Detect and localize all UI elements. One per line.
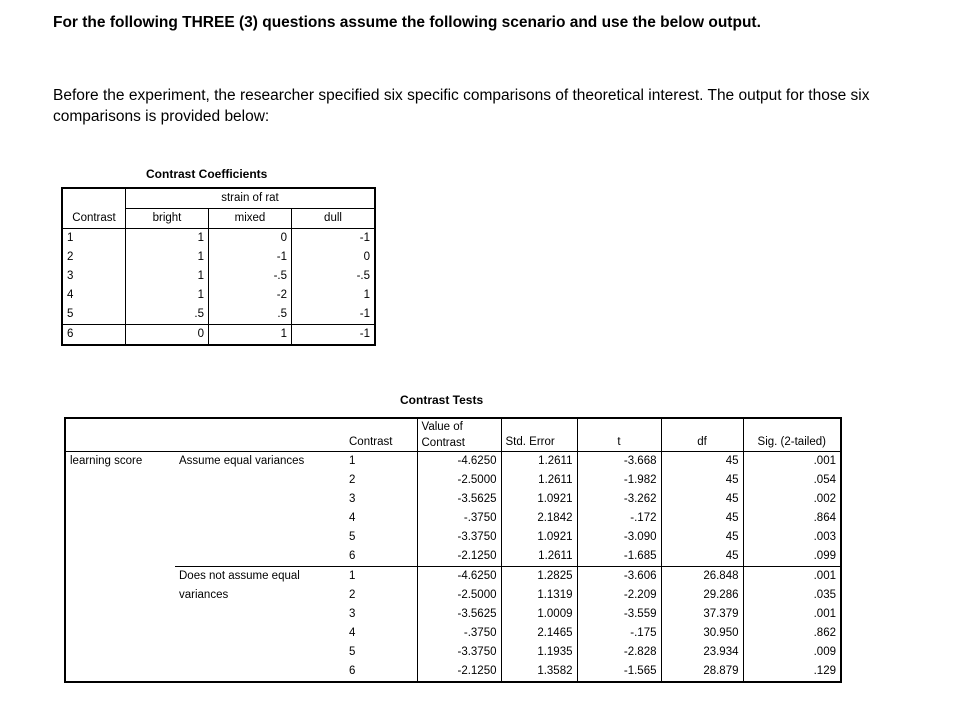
t-cell: -.172 xyxy=(577,509,661,528)
coefficients-title: Contrast Coefficients xyxy=(146,167,268,181)
sig-cell: .099 xyxy=(743,547,841,567)
blank-header xyxy=(175,418,345,452)
contrast-number: 4 xyxy=(62,286,126,305)
value-cell: -3.5625 xyxy=(417,490,501,509)
se-cell: 1.0921 xyxy=(501,528,577,547)
question-heading: For the following THREE (3) questions assume the following scenario and use the below output. xyxy=(53,14,761,31)
value-cell: -2.1250 xyxy=(417,662,501,682)
t-cell: -3.606 xyxy=(577,567,661,587)
value-cell: -2.5000 xyxy=(417,471,501,490)
group-label: Assume equal variances xyxy=(179,455,305,467)
value-header-line1: Value of xyxy=(421,421,463,433)
value-cell: -.3750 xyxy=(417,624,501,643)
factor-label: strain of rat xyxy=(126,188,376,209)
contrast-number: 2 xyxy=(62,248,126,267)
sig-cell: .864 xyxy=(743,509,841,528)
column-header: mixed xyxy=(209,209,292,229)
coefficient-cell: 1 xyxy=(209,325,292,346)
contrast-number: 3 xyxy=(349,493,356,505)
df-cell: 45 xyxy=(661,509,743,528)
group-label: Does not assume equal xyxy=(175,567,345,587)
table-row xyxy=(65,605,841,624)
sig-cell: .009 xyxy=(743,643,841,662)
table-row xyxy=(62,286,375,305)
contrast-number: 3 xyxy=(349,608,356,620)
df-cell: 23.934 xyxy=(661,643,743,662)
contrast-tests-table xyxy=(64,417,842,683)
t-cell: -3.668 xyxy=(577,452,661,472)
table-row xyxy=(65,547,841,567)
coefficient-cell: 0 xyxy=(126,325,209,346)
coefficient-cell: 0 xyxy=(363,251,370,263)
value-cell: -2.1250 xyxy=(417,547,501,567)
coefficient-cell: -1 xyxy=(359,308,370,320)
t-cell: -1.565 xyxy=(577,662,661,682)
se-cell: 1.2611 xyxy=(501,471,577,490)
t-header: t xyxy=(577,418,661,452)
table-row xyxy=(65,490,841,509)
value-cell: -2.5000 xyxy=(417,586,501,605)
table-row xyxy=(62,229,375,249)
sig-cell: .862 xyxy=(743,624,841,643)
coefficient-cell: .5 xyxy=(126,305,209,325)
sig-cell: .002 xyxy=(743,490,841,509)
tests-title: Contrast Tests xyxy=(400,393,484,407)
table-row xyxy=(65,528,841,547)
df-cell: 45 xyxy=(661,452,743,472)
coefficient-cell: 1 xyxy=(126,267,209,286)
contrast-header: Contrast xyxy=(62,209,126,229)
contrast-number: 2 xyxy=(349,589,356,601)
std-error-header: Std. Error xyxy=(501,418,577,452)
t-cell: -.175 xyxy=(577,624,661,643)
sig-cell: .001 xyxy=(743,567,841,587)
se-cell: 1.2611 xyxy=(501,547,577,567)
table-row xyxy=(65,452,841,472)
corner-cell xyxy=(62,188,126,209)
value-cell: -4.6250 xyxy=(417,567,501,587)
coefficient-cell: -1 xyxy=(292,325,376,346)
contrast-header: Contrast xyxy=(345,418,417,452)
value-cell: -3.5625 xyxy=(417,605,501,624)
table-row xyxy=(65,567,841,587)
contrast-number: 2 xyxy=(349,474,356,486)
value-cell: -3.3750 xyxy=(417,528,501,547)
coefficient-cell: -1 xyxy=(359,232,370,244)
coefficient-cell: .5 xyxy=(209,305,292,325)
se-cell: 1.3582 xyxy=(501,662,577,682)
contrast-number: 1 xyxy=(62,229,126,249)
t-cell: -2.828 xyxy=(577,643,661,662)
scenario-text: Before the experiment, the researcher specified six specific comparisons of theoretical interest. The output for those six comparisons is provided below: xyxy=(53,87,870,125)
t-cell: -1.982 xyxy=(577,471,661,490)
table-row xyxy=(62,248,375,267)
contrast-number: 5 xyxy=(349,646,356,658)
value-cell: -3.3750 xyxy=(417,643,501,662)
t-cell: -1.685 xyxy=(577,547,661,567)
coefficient-cell: -1 xyxy=(209,248,292,267)
sig-cell: .001 xyxy=(743,605,841,624)
contrast-number: 6 xyxy=(62,325,126,346)
table-row xyxy=(65,643,841,662)
sig-cell: .129 xyxy=(743,662,841,682)
se-cell: 2.1842 xyxy=(501,509,577,528)
table-row xyxy=(65,471,841,490)
coefficient-cell: 1 xyxy=(126,229,209,249)
coefficient-cell: -.5 xyxy=(356,270,370,282)
df-cell: 45 xyxy=(661,528,743,547)
df-cell: 29.286 xyxy=(661,586,743,605)
sig-cell: .003 xyxy=(743,528,841,547)
se-cell: 1.1319 xyxy=(501,586,577,605)
variable-label: learning score xyxy=(70,455,143,467)
df-cell: 30.950 xyxy=(661,624,743,643)
blank-header xyxy=(65,418,175,452)
se-cell: 1.2611 xyxy=(501,452,577,472)
t-cell: -3.559 xyxy=(577,605,661,624)
t-cell: -3.090 xyxy=(577,528,661,547)
table-row xyxy=(65,662,841,682)
df-cell: 26.848 xyxy=(661,567,743,587)
value-header-line2: Contrast xyxy=(421,437,465,449)
contrast-number: 4 xyxy=(349,627,356,639)
group-label-continued: variances xyxy=(179,589,229,601)
se-cell: 1.1935 xyxy=(501,643,577,662)
column-header: bright xyxy=(126,209,209,229)
t-cell: -3.262 xyxy=(577,490,661,509)
table-row xyxy=(62,325,375,346)
coefficient-cell: 0 xyxy=(209,229,292,249)
df-cell: 45 xyxy=(661,490,743,509)
df-cell: 45 xyxy=(661,471,743,490)
coefficient-cell: 1 xyxy=(126,286,209,305)
df-cell: 45 xyxy=(661,547,743,567)
coefficient-cell: 1 xyxy=(363,289,370,301)
value-of-contrast-header xyxy=(417,418,501,452)
se-cell: 1.0921 xyxy=(501,490,577,509)
table-row xyxy=(65,624,841,643)
df-cell: 28.879 xyxy=(661,662,743,682)
contrast-number: 6 xyxy=(349,550,356,562)
coefficient-cell: -2 xyxy=(209,286,292,305)
value-cell: -.3750 xyxy=(417,509,501,528)
contrast-number: 1 xyxy=(349,455,356,467)
df-cell: 37.379 xyxy=(661,605,743,624)
se-cell: 1.2825 xyxy=(501,567,577,587)
table-row xyxy=(65,509,841,528)
se-cell: 2.1465 xyxy=(501,624,577,643)
contrast-number: 5 xyxy=(62,305,126,325)
sig-cell: .035 xyxy=(743,586,841,605)
sig-cell: .054 xyxy=(743,471,841,490)
table-row xyxy=(62,305,375,325)
table-row xyxy=(62,267,375,286)
value-cell: -4.6250 xyxy=(417,452,501,472)
column-header: dull xyxy=(292,209,376,229)
contrast-number: 3 xyxy=(62,267,126,286)
coefficient-cell: 1 xyxy=(126,248,209,267)
t-cell: -2.209 xyxy=(577,586,661,605)
contrast-coefficients-table xyxy=(61,187,376,346)
header-row xyxy=(65,418,841,452)
se-cell: 1.0009 xyxy=(501,605,577,624)
table-row xyxy=(65,586,841,605)
contrast-number: 4 xyxy=(349,512,356,524)
contrast-number: 5 xyxy=(349,531,356,543)
contrast-number: 6 xyxy=(349,665,356,677)
coefficient-cell: -.5 xyxy=(209,267,292,286)
sig-header: Sig. (2-tailed) xyxy=(743,418,841,452)
sig-cell: .001 xyxy=(743,452,841,472)
df-header: df xyxy=(661,418,743,452)
contrast-number: 1 xyxy=(345,567,417,587)
